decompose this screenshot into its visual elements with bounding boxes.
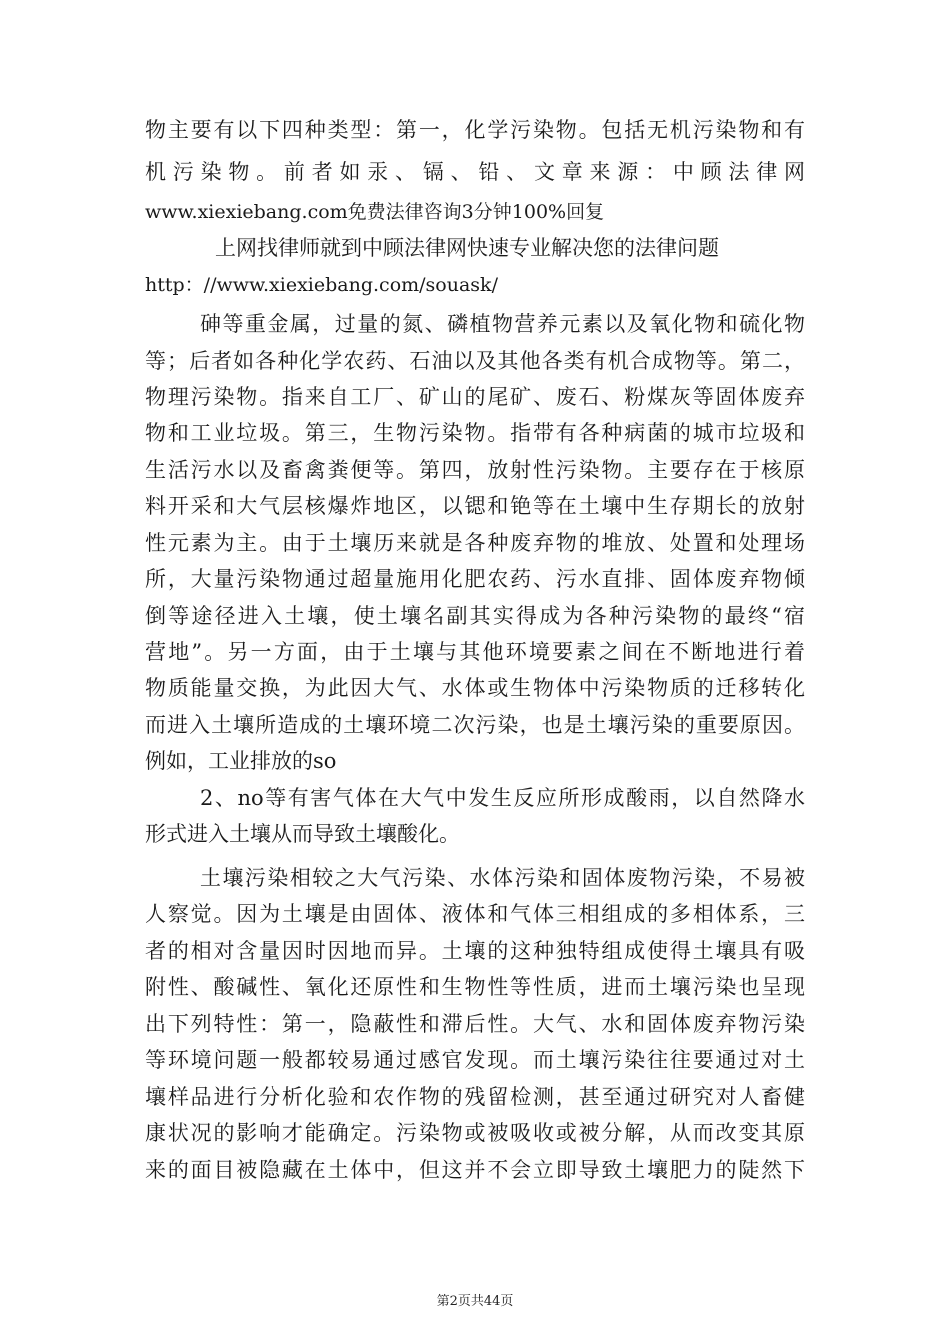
text-line: 料开采和大气层核爆炸地区，以锶和铯等在土壤中生存期长的放射 <box>145 494 805 518</box>
text-line: 生活污水以及畜禽粪便等。第四，放射性污染物。主要存在于核原 <box>145 458 805 482</box>
text-line: 砷等重金属，过量的氮、磷植物营养元素以及氧化物和硫化物 <box>200 312 805 336</box>
text-line: 等；后者如各种化学农药、石油以及其他各类有机合成物等。第二， <box>145 349 805 373</box>
text-line: 形式进入土壤从而导致土壤酸化。 <box>145 822 460 846</box>
text-line: 等环境问题一般都较易通过感官发现。而土壤污染往往要通过对土 <box>145 1048 805 1072</box>
text-line: 出下列特性：第一，隐蔽性和滞后性。大气、水和固体废弃物污染 <box>145 1012 805 1036</box>
text-line: 物和工业垃圾。第三，生物污染物。指带有各种病菌的城市垃圾和 <box>145 421 805 445</box>
text-line: 物质能量交换，为此因大气、水体或生物体中污染物质的迁移转化 <box>145 676 805 700</box>
text-line: 来的面目被隐藏在土体中，但这并不会立即导致土壤肥力的陡然下 <box>145 1158 805 1182</box>
text-line: 附性、酸碱性、氧化还原性和生物性等性质，进而土壤污染也呈现 <box>145 975 805 999</box>
text-line: 物主要有以下四种类型：第一，化学污染物。包括无机污染物和有 <box>145 118 805 142</box>
text-line: 营地”。另一方面，由于土壤与其他环境要素之间在不断地进行着 <box>145 640 805 664</box>
text-line: 倒等途径进入土壤，使土壤名副其实得成为各种污染物的最终“宿 <box>145 604 805 628</box>
text-line: 性元素为主。由于土壤历来就是各种废弃物的堆放、处置和处理场 <box>145 531 805 555</box>
text-line: 康状况的影响才能确定。污染物或被吸收或被分解，从而改变其原 <box>145 1121 805 1145</box>
text-line: 而进入土壤所造成的土壤环境二次污染，也是土壤污染的重要原因。 <box>145 713 805 737</box>
text-line: 物理污染物。指来自工厂、矿山的尾矿、废石、粉煤灰等固体废弃 <box>145 385 805 409</box>
text-line: 土壤污染相较之大气污染、水体污染和固体废物污染，不易被 <box>200 866 805 890</box>
text-line: 上网找律师就到中顾法律网快速专业解决您的法律问题 <box>215 236 719 260</box>
url-line: http：//www.xiexiebang.com/souask/ <box>145 274 498 296</box>
text-line: 2、no等有害气体在大气中发生反应所形成酸雨，以自然降水 <box>200 786 805 810</box>
page-number: 第2页共44页 <box>436 1294 514 1309</box>
text-line: 机 污 染 物 。 前 者 如 汞 、 镉 、 铅 、 文 章 来 源 ： 中 顾 法 律 网 <box>145 160 805 184</box>
text-line: 人察觉。因为土壤是由固体、液体和气体三相组成的多相体系，三 <box>145 902 805 926</box>
text-line: www.xiexiebang.com免费法律咨询3分钟100%回复 <box>145 201 605 223</box>
text-line: 所，大量污染物通过超量施用化肥农药、污水直排、固体废弃物倾 <box>145 567 805 591</box>
text-line: 壤样品进行分析化验和农作物的残留检测，甚至通过研究对人畜健 <box>145 1085 805 1109</box>
text-line: 者的相对含量因时因地而异。土壤的这种独特组成使得土壤具有吸 <box>145 939 805 963</box>
text-line: 例如，工业排放的so <box>145 749 337 773</box>
